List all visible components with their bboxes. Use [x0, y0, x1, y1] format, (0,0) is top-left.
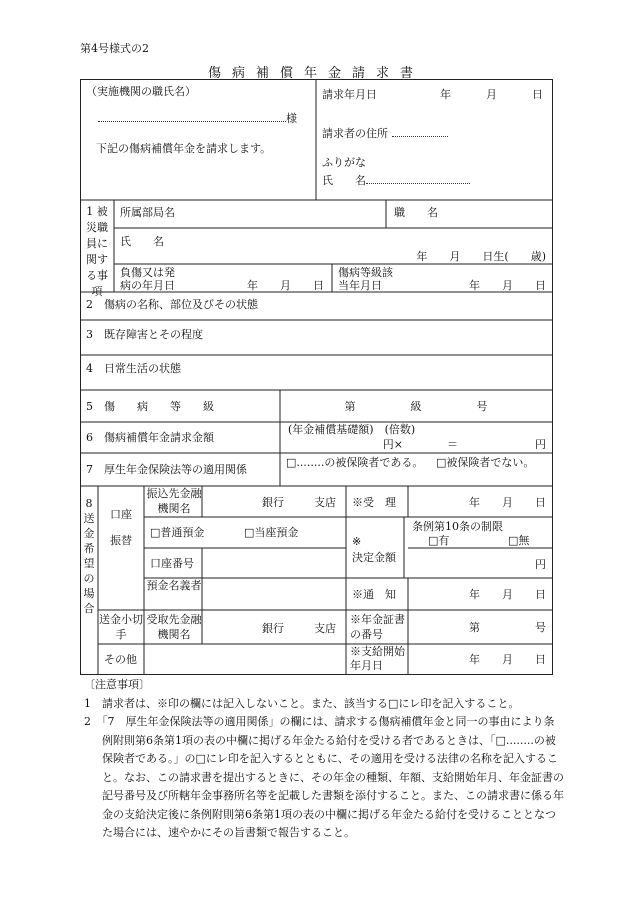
- account-transfer-label: 口座振替: [110, 508, 132, 547]
- injury-date-label-1: 負傷又は発: [120, 266, 175, 279]
- pension-basis-label: (年金補償基礎額) (倍数): [288, 423, 416, 436]
- insured-checkbox[interactable]: □........の被保険者である。: [286, 456, 424, 469]
- claimant-name-label: 氏 名: [322, 174, 366, 187]
- amount-mark: ※: [352, 535, 362, 548]
- section1-label: 1 被災職員に関する事項: [86, 205, 108, 298]
- certificate-number-label: ※年金証書の番号: [350, 613, 405, 641]
- grade-date-label-2: 当年月日: [338, 279, 382, 292]
- transfer-bank-shiten[interactable]: 支店: [314, 496, 336, 509]
- restriction-yes-checkbox[interactable]: □有: [428, 534, 450, 547]
- section5-label: 5 傷 病 等 級: [86, 400, 214, 413]
- ordinary-deposit-checkbox[interactable]: □普通預金: [150, 526, 205, 539]
- section8-label: 8 送金希望の場合: [83, 497, 95, 615]
- furigana-label: ふりがな: [322, 156, 366, 169]
- form-number: 第4号様式の2: [80, 42, 149, 55]
- accept-date-field[interactable]: 年 月 日: [469, 496, 546, 509]
- injury-date-label-2: 病の年月日: [120, 279, 175, 292]
- certificate-number-field[interactable]: 第 号: [469, 621, 546, 634]
- disability-grade-field[interactable]: 第 級 号: [344, 400, 488, 413]
- receiving-bank-label: 受取先金融機関名: [146, 613, 202, 641]
- section6-label: 6 傷病補償年金請求金額: [86, 431, 214, 444]
- account-holder-label: 預金名義者: [146, 579, 202, 592]
- not-insured-checkbox[interactable]: □被保険者でない。: [436, 456, 535, 469]
- transfer-bank-ginko[interactable]: 銀行: [262, 496, 284, 509]
- current-deposit-checkbox[interactable]: □当座預金: [244, 526, 299, 539]
- birth-date-field[interactable]: 年 月 日生( 歳): [416, 250, 546, 263]
- request-date-day[interactable]: 日: [532, 88, 543, 101]
- payment-start-label: ※支給開始年月日: [350, 645, 405, 672]
- notice-date-field[interactable]: 年 月 日: [469, 588, 546, 601]
- section2-label: 2 傷病の名称、部位及びその状態: [86, 298, 258, 311]
- notes-heading: 〔注意事項〕: [84, 678, 150, 691]
- request-date-year[interactable]: 年: [440, 88, 451, 101]
- dept-label: 所属部局名: [120, 206, 175, 219]
- remittance-check-label: 送金小切手: [99, 613, 143, 641]
- note-item-1: 1 請求者は、※印の欄には記入しないこと。また、該当する□にレ印を記入すること。: [84, 696, 520, 710]
- grade-date-field[interactable]: 年 月 日: [469, 279, 546, 292]
- request-text: 下記の傷病補償年金を請求します。: [96, 142, 272, 155]
- decided-amount-yen[interactable]: 円: [535, 558, 546, 571]
- section4-label: 4 日常生活の状態: [86, 362, 181, 375]
- address-label: 請求者の住所: [322, 127, 388, 140]
- section3-label: 3 既存障害とその程度: [86, 328, 203, 341]
- accept-label: ※受 理: [352, 496, 396, 509]
- form-title: 傷病補償年金請求書: [207, 66, 424, 81]
- notes-section: [84, 676, 564, 843]
- decided-amount-label: 決定金額: [352, 551, 396, 564]
- agency-label: （実施機関の職氏名）: [86, 85, 196, 98]
- account-number-label: 口座番号: [150, 557, 194, 570]
- agency-name-field[interactable]: [98, 110, 297, 125]
- notice-label: ※通 知: [352, 588, 396, 601]
- restriction-label: 条例第10条の制限: [412, 520, 503, 533]
- request-date-label: 請求年月日: [322, 88, 377, 101]
- restriction-no-checkbox[interactable]: □無: [508, 534, 530, 547]
- section7-label: 7 厚生年金保険法等の適用関係: [86, 463, 247, 476]
- pension-amount-field[interactable]: 円× ＝ 円: [382, 438, 546, 451]
- injury-date-field[interactable]: 年 月 日: [247, 279, 324, 292]
- receiving-bank-shiten[interactable]: 支店: [314, 622, 336, 635]
- transfer-bank-label: 振込先金融機関名: [146, 487, 202, 515]
- other-label: その他: [104, 653, 137, 666]
- note-item-2: 2 「7 厚生年金保険法等の適用関係」の欄には、請求する傷病補償年金と同一の事由により条例附則第6条第1項の表の中欄に掲げる年金たる給付を受ける者であるときは、「□........の被保険者である。」の□にレ印を記入するとともに、その適用を受ける法律の名称を記入すること。なお、この請求書を提出するときに、その年金の種類、年額、支給開始年月、年金証書の記号番号及び所轄年金事務所名等を記載した書類を添付すること。また、この請求書に係る年金の支給決定後に条例附則第6条第1項の表の中欄に掲げる年金たる給付を受けることとなつた場合には、速やかにその旨書類で報告すること。: [84, 715, 564, 839]
- grade-date-label-1: 傷病等級該: [338, 266, 393, 279]
- request-date-month[interactable]: 月: [486, 88, 497, 101]
- payment-start-date-field[interactable]: 年 月 日: [469, 653, 546, 666]
- receiving-bank-ginko[interactable]: 銀行: [262, 622, 284, 635]
- employee-name-label: 氏 名: [120, 235, 164, 248]
- post-label: 職 名: [394, 206, 438, 219]
- address-field[interactable]: [322, 126, 448, 140]
- sama-label: 様: [286, 112, 297, 125]
- claimant-name-field[interactable]: [322, 173, 470, 187]
